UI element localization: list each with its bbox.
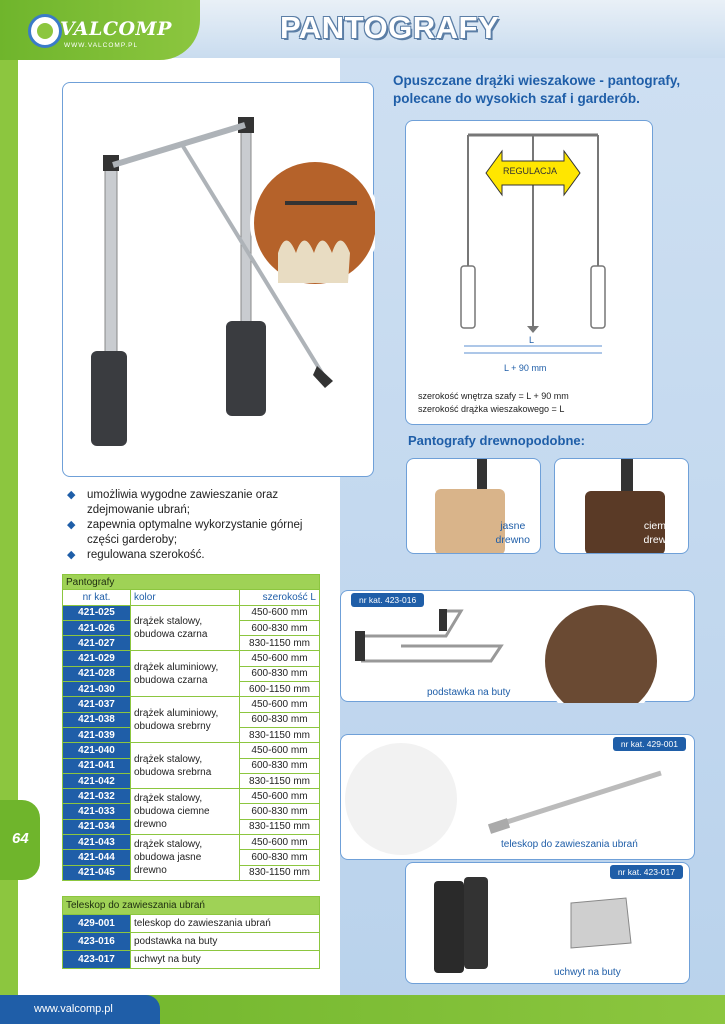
catalog-number: 421-042 [63, 773, 131, 788]
width-range: 830-1150 mm [240, 727, 320, 742]
catalog-number: 421-026 [63, 620, 131, 635]
width-range: 450-600 mm [240, 789, 320, 804]
table-row [63, 789, 320, 804]
color-description: drążek stalowy, obudowa czarna [131, 605, 240, 651]
color-description: drążek aluminiowy, obudowa srebrny [131, 697, 240, 743]
accessory-tag: nr kat. 429-001 [613, 737, 686, 751]
feature-item: ◆ zapewnia optymalne wykorzystanie górnej części garderoby; [65, 518, 335, 548]
page-title: PANTOGRAFY [280, 10, 500, 45]
logo-url: WWW.VALCOMP.PL [64, 42, 139, 49]
catalog-number: 421-040 [63, 743, 131, 758]
catalog-number: 421-028 [63, 666, 131, 681]
table-body [63, 605, 320, 880]
page-subtitle: Opuszczane drążki wieszakowe - pantografy, polecane do wysokich szaf i garderób. [393, 73, 681, 106]
width-range: 450-600 mm [240, 697, 320, 712]
dimension-diagram [405, 120, 653, 425]
footer-url-box[interactable] [0, 995, 160, 1024]
width-range: 450-600 mm [240, 605, 320, 620]
pantograph-illustration [63, 83, 375, 478]
width-range: 830-1150 mm [240, 865, 320, 880]
width-range: 450-600 mm [240, 835, 320, 850]
width-range: 600-830 mm [240, 712, 320, 727]
catalog-number: 421-039 [63, 727, 131, 742]
table-row [63, 697, 320, 712]
dark-wood-label: ciemne drewno [643, 520, 678, 546]
feature-item: ◆ regulowana szerokość. [65, 548, 335, 563]
accessory-shoe-stand [340, 590, 695, 702]
width-range: 600-1150 mm [240, 682, 320, 697]
color-description: drążek stalowy, obudowa ciemne drewno [131, 789, 240, 835]
catalog-number: 421-030 [63, 682, 131, 697]
l90-label: L + 90 mm [504, 363, 547, 373]
product-photo-pantograph [62, 82, 374, 477]
accessory-caption: podstawka na buty [427, 687, 511, 698]
pantograph-table [62, 574, 320, 881]
dark-wood-card [554, 458, 689, 554]
catalog-number: 421-041 [63, 758, 131, 773]
light-wood-card [406, 458, 541, 554]
regulacja-label: REGULACJA [503, 166, 558, 176]
width-range: 830-1150 mm [240, 819, 320, 834]
accessory-telescope [340, 734, 695, 860]
width-range: 830-1150 mm [240, 773, 320, 788]
l-label: L [529, 335, 535, 345]
diagram-note-2: szerokość drążka wieszakowego = L [418, 404, 565, 414]
catalog-number: 421-044 [63, 850, 131, 865]
logo[interactable] [0, 0, 200, 60]
color-description: drążek stalowy, obudowa srebrna [131, 743, 240, 789]
feature-item: ◆ umożliwia wygodne zawieszanie oraz zdejmowanie ubrań; [65, 488, 335, 518]
accessory-tag: nr kat. 423-016 [351, 593, 424, 607]
logo-text: VALCOMP [60, 18, 172, 40]
table-row: 423-017 uchwyt na buty [63, 951, 320, 969]
light-wood-label: jasne drewno [495, 520, 530, 546]
wood-section-heading: Pantografy drewnopodobne: [408, 433, 585, 448]
table-title: Pantografy [63, 575, 320, 590]
width-range: 600-830 mm [240, 758, 320, 773]
accessory-caption: uchwyt na buty [554, 967, 621, 978]
catalog-number: 421-038 [63, 712, 131, 727]
catalog-number: 421-045 [63, 865, 131, 880]
accessory-boot-holder [405, 862, 690, 984]
accessory-table [62, 896, 320, 969]
catalog-number: 421-025 [63, 605, 131, 620]
shoe-stand-drawing [341, 591, 696, 703]
catalog-number: 421-043 [63, 835, 131, 850]
col-code-header: nr kat. [63, 590, 131, 605]
col-color-header: kolor [131, 590, 240, 605]
color-description: drążek aluminiowy, obudowa czarna [131, 651, 240, 697]
table-row [63, 605, 320, 620]
table-row [63, 743, 320, 758]
accessory-tag: nr kat. 423-017 [610, 865, 683, 879]
boot-holder-drawing [406, 863, 691, 985]
accessory-table-title: Teleskop do zawieszania ubrań [63, 897, 320, 915]
width-range: 450-600 mm [240, 743, 320, 758]
color-description: drążek stalowy, obudowa jasne drewno [131, 835, 240, 881]
logo-mark-icon [28, 14, 62, 48]
footer-url[interactable]: www.valcomp.pl [34, 1003, 113, 1015]
page-number: 64 [12, 830, 29, 847]
feature-list [65, 488, 335, 563]
table-row [63, 835, 320, 850]
footer [0, 995, 725, 1024]
width-range: 600-830 mm [240, 850, 320, 865]
width-range: 600-830 mm [240, 620, 320, 635]
width-range: 600-830 mm [240, 666, 320, 681]
table-row: 429-001 teleskop do zawieszania ubrań [63, 915, 320, 933]
diagram-note-1: szerokość wnętrza szafy = L + 90 mm [418, 391, 569, 401]
catalog-number: 421-029 [63, 651, 131, 666]
catalog-number: 421-027 [63, 636, 131, 651]
catalog-number: 421-033 [63, 804, 131, 819]
width-range: 830-1150 mm [240, 636, 320, 651]
table-row [63, 651, 320, 666]
col-size-header: szerokość L [240, 590, 320, 605]
table-row: 423-016 podstawka na buty [63, 933, 320, 951]
catalog-number: 421-037 [63, 697, 131, 712]
page-number-tab [0, 800, 40, 880]
catalog-number: 421-032 [63, 789, 131, 804]
accessory-caption: teleskop do zawieszania ubrań [501, 839, 638, 850]
catalog-number: 421-034 [63, 819, 131, 834]
width-range: 450-600 mm [240, 651, 320, 666]
width-range: 600-830 mm [240, 804, 320, 819]
